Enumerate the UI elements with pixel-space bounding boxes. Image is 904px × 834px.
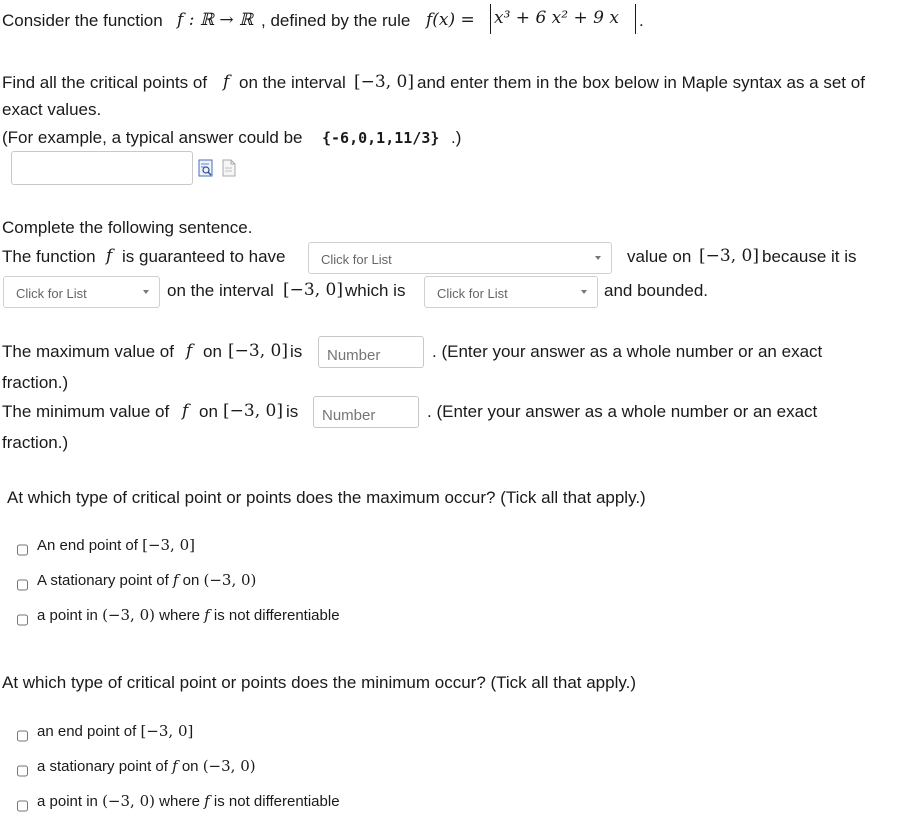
interval-closed: [−3, 0]: [283, 280, 343, 300]
dropdown-placeholder: Click for List: [16, 286, 87, 301]
min-endpoint-checkbox[interactable]: [17, 730, 28, 742]
min-is: is: [286, 402, 299, 421]
min-prefix: The minimum value of: [2, 402, 170, 421]
preview-icon[interactable]: [198, 159, 214, 182]
instruction-text: Find all the critical points of: [2, 73, 208, 92]
interval-closed: [−3, 0]: [228, 341, 288, 361]
interval-closed: [−3, 0]: [699, 246, 759, 266]
extreme-value-dropdown[interactable]: [308, 242, 612, 274]
abs-bar-left: [490, 4, 491, 34]
instruction-end: and enter them in the box below in Maple syntax as a set of: [417, 73, 865, 92]
chevron-down-icon: [595, 256, 601, 260]
min-hint: . (Enter your answer as a whole number or an exact: [427, 402, 818, 421]
sentence-heading: Complete the following sentence.: [2, 218, 253, 237]
chevron-down-icon: [143, 290, 149, 294]
interval-property-dropdown[interactable]: [424, 276, 598, 308]
max-opt2-label: A stationary point of f on (−3, 0): [37, 571, 257, 589]
f-symbol: f: [186, 341, 193, 361]
func-signature: f : ℝ → ℝ: [177, 10, 254, 30]
max-prefix: The maximum value of: [2, 342, 174, 361]
instruction-mid: on the interval: [239, 73, 346, 92]
sentence-part3: on the interval: [167, 281, 274, 300]
sentence-part1b: is guaranteed to have: [122, 247, 286, 266]
sentence-part3b: which is: [345, 281, 406, 300]
min-value-input[interactable]: [313, 396, 419, 428]
max-hint: . (Enter your answer as a whole number or an exact: [432, 342, 823, 361]
max-stationary-checkbox[interactable]: [17, 579, 28, 591]
f-symbol: f: [182, 401, 189, 421]
interval-closed: [−3, 0]: [354, 72, 414, 92]
dropdown-placeholder: Click for List: [437, 286, 508, 301]
max-question: At which type of critical point or points does the maximum occur? (Tick all that apply.): [7, 488, 646, 507]
critical-points-input[interactable]: [11, 151, 193, 185]
max-opt3-label: a point in (−3, 0) where f is not differentiable: [37, 606, 340, 624]
example-suffix: .): [451, 128, 462, 147]
sentence-part4: and bounded.: [604, 281, 708, 300]
f-symbol: f: [223, 72, 230, 92]
min-question: At which type of critical point or points does the minimum occur? (Tick all that apply.): [2, 673, 636, 692]
max-value-input[interactable]: [318, 336, 424, 368]
interval-closed: [−3, 0]: [223, 401, 283, 421]
sentence-part2: value on: [627, 247, 692, 266]
max-hint-line2: fraction.): [2, 373, 69, 392]
max-nondiff-checkbox[interactable]: [17, 614, 28, 626]
max-endpoint-checkbox[interactable]: [17, 544, 28, 556]
sentence-part1: The function: [2, 247, 96, 266]
help-document-icon[interactable]: [221, 159, 237, 182]
min-on: on: [199, 402, 218, 421]
instruction-line2: exact values.: [2, 100, 102, 119]
example-prefix: (For example, a typical answer could be: [2, 128, 303, 147]
sentence-part2b: because it is: [762, 247, 857, 266]
intro-mid: , defined by the rule: [261, 11, 411, 30]
example-code: {-6,0,1,11/3}: [322, 129, 440, 147]
rule-lhs: f(x) =: [426, 10, 475, 30]
max-opt1-label: An end point of [−3, 0]: [37, 536, 195, 554]
f-symbol: f: [106, 246, 113, 266]
dropdown-placeholder: Click for List: [321, 252, 392, 267]
property-dropdown[interactable]: [3, 276, 160, 308]
rule-expression: x³ + 6 x² + 9 x: [494, 8, 619, 28]
min-opt3-label: a point in (−3, 0) where f is not differentiable: [37, 792, 340, 810]
min-stationary-checkbox[interactable]: [17, 765, 28, 777]
intro-prefix: Consider the function: [2, 11, 163, 30]
min-opt2-label: a stationary point of f on (−3, 0): [37, 757, 256, 775]
min-opt1-label: an end point of [−3, 0]: [37, 722, 194, 740]
min-nondiff-checkbox[interactable]: [17, 800, 28, 812]
rule-period: .: [639, 11, 644, 30]
chevron-down-icon: [581, 290, 587, 294]
min-hint-line2: fraction.): [2, 433, 69, 452]
abs-bar-right: [635, 4, 636, 34]
max-is: is: [290, 342, 303, 361]
max-on: on: [203, 342, 222, 361]
